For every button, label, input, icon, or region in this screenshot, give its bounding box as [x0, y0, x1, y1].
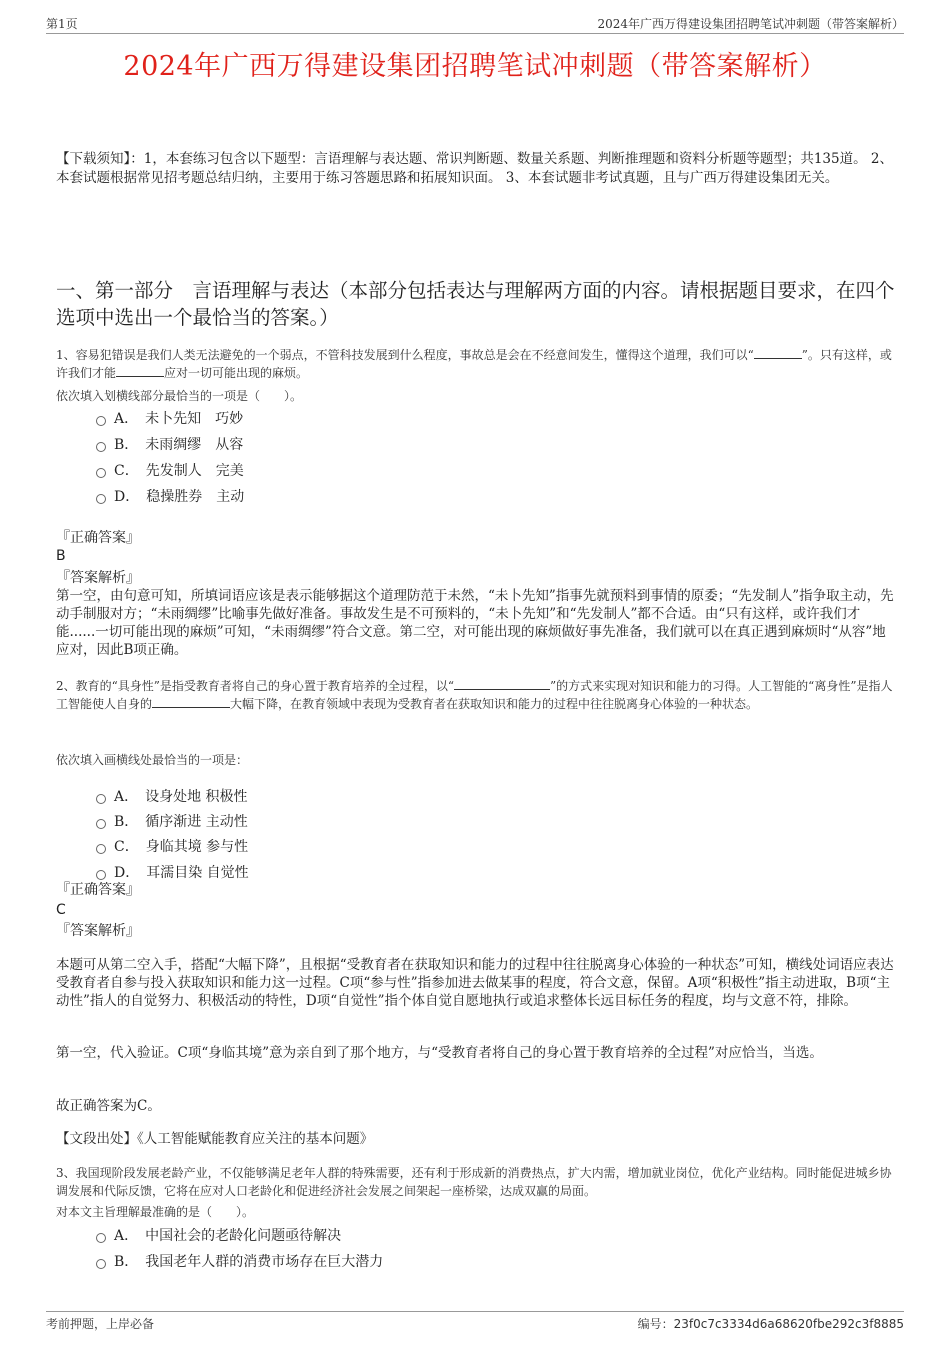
- q2-option-c[interactable]: C． 身临其境 参与性: [96, 838, 248, 856]
- q2-answer-label: 『正确答案』: [56, 882, 140, 898]
- blank-2: [152, 695, 230, 708]
- radio-icon[interactable]: [96, 468, 106, 478]
- q2-analysis-paragraph-1: 本题可从第二空入手，搭配“大幅下降”，且根据“受教育者在获取知识和能力的过程中往往脱离身心体验的一种状态”可知，横线处词语应表达受教育者自参与投入获取知识和能力这一过程。C项“参与性”指参加进去做某事的程度，符合文意，保留。A项“积极性”指主动进取，B项“主动性”指人的自觉努力、积极活动的特性，D项“自觉性”指个体自觉自愿地执行或追求整体长远目标任务的程度，均与文意不符，排除。: [56, 957, 894, 1009]
- q1-analysis-label: 『答案解析』: [56, 570, 140, 586]
- q2-source: 【文段出处】《人工智能赋能教育应关注的基本问题》: [56, 1131, 374, 1147]
- question-1-prompt: 依次填入划横线部分最恰当的一项是（ ）。: [56, 389, 303, 403]
- question-2-prompt: 依次填入画横线处最恰当的一项是：: [56, 753, 249, 767]
- q3-option-b[interactable]: B． 我国老年人群的消费市场存在巨大潜力: [96, 1253, 383, 1271]
- q1-option-a[interactable]: A． 未卜先知 巧妙: [96, 410, 243, 428]
- header-doc-title: 2024年广西万得建设集团招聘笔试冲刺题（带答案解析）: [597, 17, 904, 31]
- radio-icon[interactable]: [96, 442, 106, 452]
- question-3-prompt: 对本文主旨理解最准确的是（ ）。: [56, 1205, 255, 1219]
- q1-analysis: 第一空，由句意可知，所填词语应该是表示能够据这个道理防范于未然，“未卜先知”指事先就预料到事情的原委；“先发制人”指争取主动，先动手制服对方；“未雨绸缪”比喻事先做好准备。事故发生是不可预料的，“未卜先知”和“先发制人”都不合适。由“只有这样，或许我们才能......一切可能出现的麻烦”可知，“未雨绸缪”符合文意。第二空，对可能出现的麻烦做好事先准备，我们就可以在真正遇到麻烦时“从容”地应对，因此B项正确。: [56, 588, 894, 658]
- q2-option-a[interactable]: A． 设身处地 积极性: [96, 788, 248, 806]
- page-header: [46, 13, 904, 34]
- blank-1: [454, 677, 550, 690]
- radio-icon[interactable]: [96, 494, 106, 504]
- question-1-text: 1、容易犯错误是我们人类无法避免的一个弱点，不管科技发展到什么程度，事故总是会在不经意间发生，懂得这个道理，我们可以“ ”。只有这样，或许我们才能 应对一切可能出现的麻烦。: [56, 348, 892, 380]
- q2-option-b[interactable]: B． 循序渐进 主动性: [96, 813, 248, 831]
- radio-icon[interactable]: [96, 794, 106, 804]
- radio-icon[interactable]: [96, 870, 106, 880]
- q2-analysis-paragraph-3: 故正确答案为C。: [56, 1098, 161, 1114]
- blank-1: [754, 346, 802, 359]
- footer-slogan: 考前押题，上岸必备: [46, 1317, 155, 1331]
- q3-option-a[interactable]: A． 中国社会的老龄化问题亟待解决: [96, 1227, 341, 1245]
- page-footer: [46, 1311, 904, 1332]
- q2-option-d[interactable]: D． 耳濡目染 自觉性: [96, 864, 249, 882]
- section-heading: 一、第一部分 言语理解与表达（本部分包括表达与理解两方面的内容。请根据题目要求，在四个选项中选出一个最恰当的答案。）: [56, 279, 895, 329]
- q1-option-b[interactable]: B． 未雨绸缪 从容: [96, 436, 243, 454]
- q2-analysis-label: 『答案解析』: [56, 923, 140, 939]
- radio-icon[interactable]: [96, 819, 106, 829]
- q2-analysis-paragraph-2: 第一空，代入验证。C项“身临其境”意为亲自到了那个地方，与“受教育者将自己的身心置于教育培养的全过程”对应恰当，当选。: [56, 1045, 823, 1061]
- question-2-text: 2、教育的“具身性”是指受教育者将自己的身心置于教育培养的全过程，以“ ”的方式来实现对知识和能力的习得。人工智能的“离身性”是指人工智能使人自身的 大幅下降，在教育领域中表现为受教育者在获取知识和能力的过程中往往脱离身心体验的一种状态。: [56, 679, 893, 711]
- radio-icon[interactable]: [96, 1259, 106, 1269]
- q1-option-c[interactable]: C． 先发制人 完美: [96, 462, 244, 480]
- question-3-text: 3、我国现阶段发展老龄产业，不仅能够满足老年人群的特殊需要，还有利于形成新的消费热点，扩大内需，增加就业岗位，优化产业结构。同时能促进城乡协调发展和代际反馈，它将在应对人口老龄化和促进经济社会发展之间架起一座桥梁，达成双赢的局面。: [56, 1166, 892, 1198]
- download-notice: 【下载须知】：1，本套练习包含以下题型：言语理解与表达题、常识判断题、数量关系题、判断推理题和资料分析题等题型；共135道。 2、本套试题根据常见招考题总结归纳，主要用于练习答题思路和拓展知识面。 3、本套试题非考试真题，且与广西万得建设集团无关。: [56, 151, 893, 186]
- q1-answer-label: 『正确答案』: [56, 530, 140, 546]
- radio-icon[interactable]: [96, 1233, 106, 1243]
- page-number: 第1页: [46, 17, 78, 31]
- blank-2: [116, 364, 164, 377]
- radio-icon[interactable]: [96, 844, 106, 854]
- q1-option-d[interactable]: D． 稳操胜券 主动: [96, 488, 244, 506]
- q1-answer: B: [56, 548, 66, 564]
- q2-answer: C: [56, 902, 66, 918]
- document-code: 编号：23f0c7c3334d6a68620fbe292c3f8885: [637, 1317, 904, 1331]
- document-title: 2024年广西万得建设集团招聘笔试冲刺题（带答案解析）: [123, 51, 827, 82]
- radio-icon[interactable]: [96, 416, 106, 426]
